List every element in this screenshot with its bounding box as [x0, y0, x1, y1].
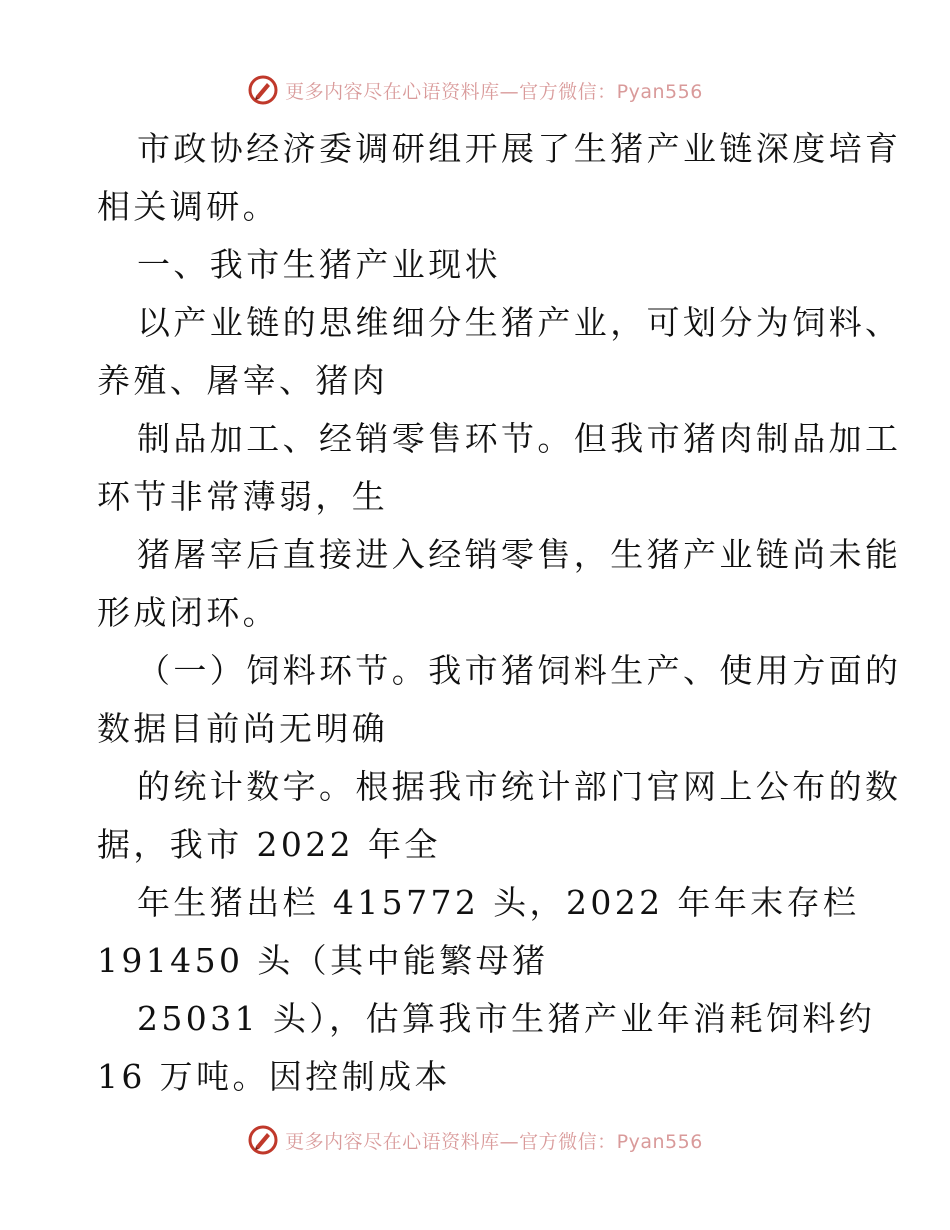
- text-line: 以产业链的思维细分生猪产业，可划分为饲料、: [137, 303, 902, 342]
- pen-circle-icon: [247, 1124, 279, 1156]
- text-line: 25031 头），估算我市生猪产业年消耗饲料约: [137, 999, 876, 1038]
- text-line: 养殖、屠宰、猪肉: [97, 361, 389, 400]
- text-line: 的统计数字。根据我市统计部门官网上公布的数: [137, 767, 902, 806]
- text-line: 16 万吨。因控制成本: [97, 1057, 451, 1096]
- text-line: 市政协经济委调研组开展了生猪产业链深度培育: [137, 129, 902, 168]
- text-line: 环节非常薄弱，生: [97, 477, 389, 516]
- watermark-text: 更多内容尽在心语资料库—官方微信：Pyan556: [285, 80, 703, 103]
- watermark-text: 更多内容尽在心语资料库—官方微信：Pyan556: [285, 1130, 703, 1153]
- text-line: 191450 头（其中能繁母猪: [97, 941, 549, 980]
- text-line: 制品加工、经销零售环节。但我市猪肉制品加工: [137, 419, 902, 458]
- text-line: 据，我市 2022 年全: [97, 825, 441, 864]
- document-body: [97, 120, 902, 1106]
- section-heading: 一、我市生猪产业现状: [137, 245, 501, 284]
- text-line: 相关调研。: [97, 187, 279, 226]
- watermark-header: [0, 70, 950, 110]
- text-line: 猪屠宰后直接进入经销零售，生猪产业链尚未能: [137, 535, 902, 574]
- text-line: 年生猪出栏 415772 头，2022 年年末存栏: [137, 883, 860, 922]
- subsection-line: （一）饲料环节。我市猪饲料生产、使用方面的: [137, 651, 902, 690]
- pen-circle-icon: [247, 74, 279, 106]
- watermark-footer: [0, 1120, 950, 1160]
- text-line: 形成闭环。: [97, 593, 279, 632]
- text-line: 数据目前尚无明确: [97, 709, 389, 748]
